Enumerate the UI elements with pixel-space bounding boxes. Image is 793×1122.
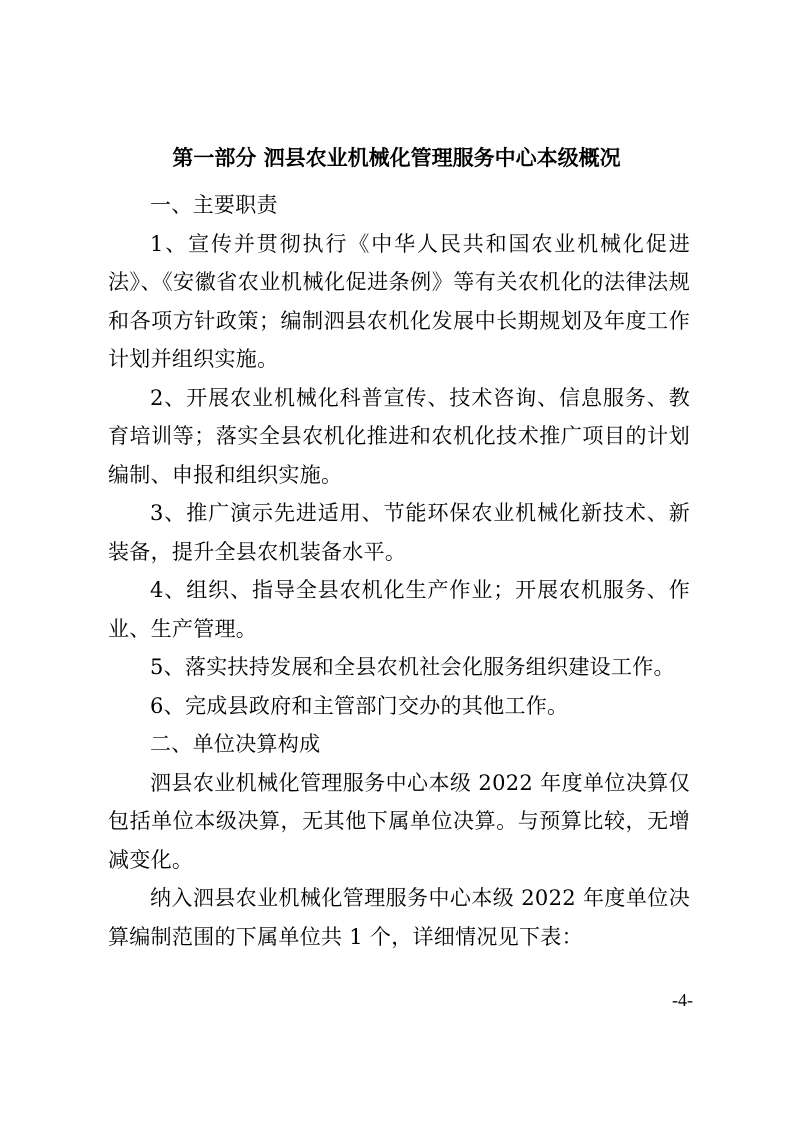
- duty-paragraph-6: 6、完成县政府和主管部门交办的其他工作。: [150, 693, 569, 718]
- page-number: -4-: [672, 990, 693, 1010]
- composition-paragraph-1: 泗县农业机械化管理服务中心本级 2022 年度单位决算仅包括单位本级决算，无其他下属单位决算。与预算比较，无增减变化。: [108, 770, 690, 872]
- page-title: 第一部分 泗县农业机械化管理服务中心本级概况: [172, 145, 621, 170]
- composition-paragraph-2: 纳入泗县农业机械化管理服务中心本级 2022 年度单位决算编制范围的下属单位共 1 个，详细情况见下表：: [108, 886, 690, 949]
- duty-paragraph-1: 1、宣传并贯彻执行《中华人民共和国农业机械化促进法》、《安徽省农业机械化促进条例》等有关农机化的法律法规和各项方针政策；编制泗县农机化发展中长期规划及年度工作计划并组织实施。: [108, 231, 690, 371]
- duty-paragraph-3: 3、推广演示先进适用、节能环保农业机械化新技术、新装备，提升全县农机装备水平。: [108, 501, 690, 564]
- section-heading-composition: 二、单位决算构成: [150, 732, 321, 756]
- duty-paragraph-5: 5、落实扶持发展和全县农机社会化服务组织建设工作。: [150, 655, 675, 679]
- duty-paragraph-4: 4、组织、指导全县农机化生产作业；开展农机服务、作业、生产管理。: [108, 578, 690, 641]
- duty-paragraph-2: 2、开展农业机械化科普宣传、技术咨询、信息服务、教育培训等；落实全县农机化推进和农机化技术推广项目的计划编制、申报和组织实施。: [108, 385, 690, 487]
- document-body: [108, 186, 690, 956]
- section-heading-duties: 一、主要职责: [150, 193, 278, 217]
